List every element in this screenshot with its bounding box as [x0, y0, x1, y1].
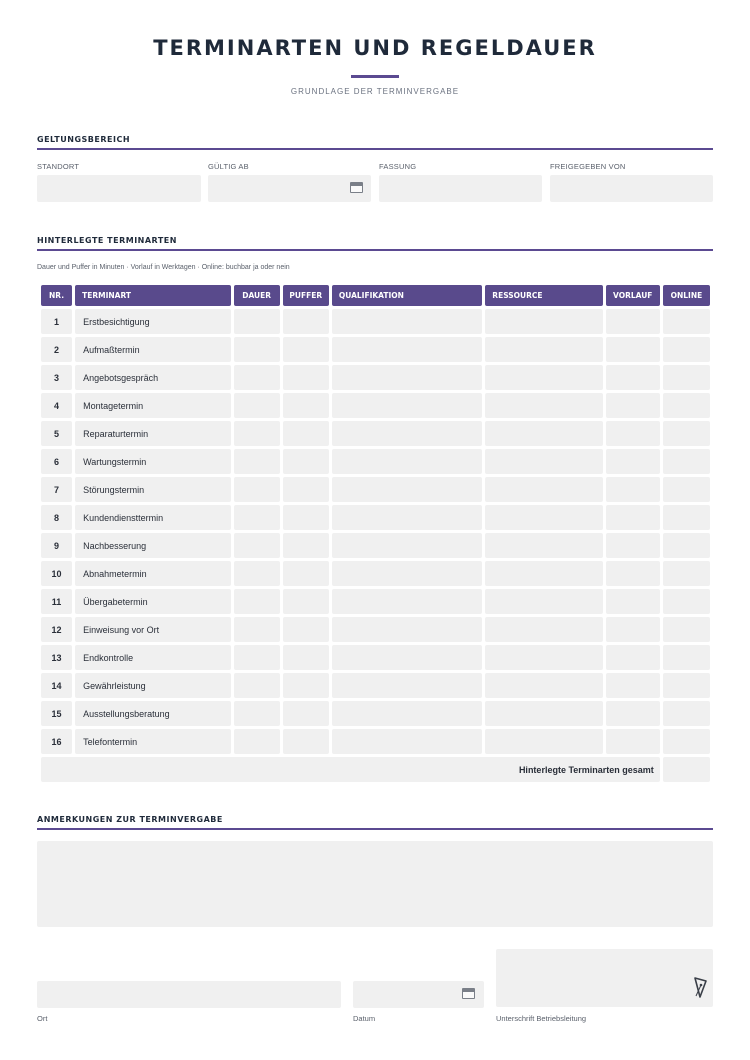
cell-ressource[interactable] — [485, 561, 602, 586]
units-note: Dauer und Puffer in Minuten · Vorlauf in Werktagen · Online: buchbar ja oder nein — [37, 264, 290, 271]
table-row — [41, 533, 710, 558]
cell-puffer[interactable] — [283, 561, 329, 586]
cell-puffer[interactable] — [283, 337, 329, 362]
table-row — [41, 309, 710, 334]
cell-puffer[interactable] — [283, 729, 329, 754]
table-row — [41, 393, 710, 418]
table-header-row — [41, 285, 710, 306]
row-number: 10 — [41, 561, 72, 586]
cell-ressource[interactable] — [485, 589, 602, 614]
types-section-title: HINTERLEGTE TERMINARTEN — [37, 236, 713, 251]
cell-online[interactable] — [663, 421, 710, 446]
cell-dauer[interactable] — [234, 421, 280, 446]
cell-ressource[interactable] — [485, 533, 602, 558]
cell-qualifikation[interactable] — [332, 477, 482, 502]
table-row — [41, 421, 710, 446]
row-number: 6 — [41, 449, 72, 474]
cell-qualifikation[interactable] — [332, 393, 482, 418]
table-row — [41, 505, 710, 530]
row-terminart: Angebotsgespräch — [75, 365, 230, 390]
cell-vorlauf[interactable] — [606, 617, 660, 642]
cell-online[interactable] — [663, 533, 710, 558]
cell-ressource[interactable] — [485, 617, 602, 642]
table-row — [41, 365, 710, 390]
table-row — [41, 337, 710, 362]
cell-ressource[interactable] — [485, 449, 602, 474]
row-number: 5 — [41, 421, 72, 446]
table-row — [41, 729, 710, 754]
cell-ressource[interactable] — [485, 393, 602, 418]
total-cell[interactable] — [663, 757, 710, 782]
cell-vorlauf[interactable] — [606, 729, 660, 754]
cell-vorlauf[interactable] — [606, 421, 660, 446]
row-number: 14 — [41, 673, 72, 698]
row-number: 13 — [41, 645, 72, 670]
col-puffer: PUFFER — [283, 285, 329, 306]
cell-online[interactable] — [663, 477, 710, 502]
cell-qualifikation[interactable] — [332, 533, 482, 558]
freigegeben-von-label: FREIGEGEBEN VON — [550, 162, 626, 171]
page-subtitle: GRUNDLAGE DER TERMINVERGABE — [290, 87, 460, 96]
cell-ressource[interactable] — [485, 729, 602, 754]
row-terminart: Übergabetermin — [75, 589, 230, 614]
cell-dauer[interactable] — [234, 533, 280, 558]
cell-ressource[interactable] — [485, 365, 602, 390]
row-terminart: Endkontrolle — [75, 645, 230, 670]
cell-vorlauf[interactable] — [606, 365, 660, 390]
total-label: Hinterlegte Terminarten gesamt — [41, 757, 660, 782]
cell-puffer[interactable] — [283, 673, 329, 698]
standort-field[interactable] — [37, 175, 201, 202]
cell-vorlauf[interactable] — [606, 701, 660, 726]
cell-puffer[interactable] — [283, 477, 329, 502]
cell-vorlauf[interactable] — [606, 673, 660, 698]
cell-dauer[interactable] — [234, 449, 280, 474]
row-number: 15 — [41, 701, 72, 726]
row-terminart: Reparaturtermin — [75, 421, 230, 446]
cell-ressource[interactable] — [485, 421, 602, 446]
cell-qualifikation[interactable] — [332, 421, 482, 446]
cell-ressource[interactable] — [485, 701, 602, 726]
row-number: 2 — [41, 337, 72, 362]
cell-puffer[interactable] — [283, 365, 329, 390]
row-terminart: Aufmaßtermin — [75, 337, 230, 362]
cell-vorlauf[interactable] — [606, 533, 660, 558]
gueltig-ab-field[interactable] — [208, 175, 371, 202]
cell-puffer[interactable] — [283, 589, 329, 614]
row-number: 1 — [41, 309, 72, 334]
cell-vorlauf[interactable] — [606, 309, 660, 334]
col-dauer: DAUER — [234, 285, 280, 306]
cell-ressource[interactable] — [485, 309, 602, 334]
calendar-icon[interactable] — [462, 988, 475, 999]
gueltig-ab-label: GÜLTIG AB — [208, 162, 249, 171]
cell-online[interactable] — [663, 365, 710, 390]
date-label: Datum — [353, 1014, 376, 1023]
cell-puffer[interactable] — [283, 645, 329, 670]
page-title: TERMINARTEN UND REGELDAUER — [153, 36, 597, 60]
table-row — [41, 701, 710, 726]
table-row — [41, 449, 710, 474]
row-terminart: Wartungstermin — [75, 449, 230, 474]
cell-vorlauf[interactable] — [606, 449, 660, 474]
cell-vorlauf[interactable] — [606, 393, 660, 418]
cell-puffer[interactable] — [283, 533, 329, 558]
cell-qualifikation[interactable] — [332, 617, 482, 642]
cell-ressource[interactable] — [485, 477, 602, 502]
cell-online[interactable] — [663, 589, 710, 614]
cell-vorlauf[interactable] — [606, 505, 660, 530]
cell-dauer[interactable] — [234, 589, 280, 614]
cell-dauer[interactable] — [234, 309, 280, 334]
cell-online[interactable] — [663, 617, 710, 642]
cell-online[interactable] — [663, 309, 710, 334]
cell-qualifikation[interactable] — [332, 729, 482, 754]
cell-qualifikation[interactable] — [332, 365, 482, 390]
col-ressource: RESSOURCE — [485, 285, 602, 306]
cell-puffer[interactable] — [283, 505, 329, 530]
cell-vorlauf[interactable] — [606, 561, 660, 586]
row-number: 3 — [41, 365, 72, 390]
total-row — [41, 757, 710, 782]
col-nr: NR. — [41, 285, 72, 306]
fassung-label: FASSUNG — [379, 162, 417, 171]
cell-qualifikation[interactable] — [332, 309, 482, 334]
freigegeben-von-field[interactable] — [550, 175, 713, 202]
appointment-types-table — [38, 282, 713, 785]
remarks-section-title: ANMERKUNGEN ZUR TERMINVERGABE — [37, 815, 713, 830]
table-row — [41, 561, 710, 586]
cell-online[interactable] — [663, 505, 710, 530]
cell-ressource[interactable] — [485, 337, 602, 362]
cell-puffer[interactable] — [283, 449, 329, 474]
cell-puffer[interactable] — [283, 393, 329, 418]
signature-field[interactable] — [496, 949, 713, 1007]
col-online: ONLINE — [663, 285, 710, 306]
row-number: 16 — [41, 729, 72, 754]
cell-puffer[interactable] — [283, 701, 329, 726]
row-terminart: Abnahmetermin — [75, 561, 230, 586]
row-number: 9 — [41, 533, 72, 558]
cell-online[interactable] — [663, 673, 710, 698]
col-qualifikation: QUALIFIKATION — [332, 285, 482, 306]
signature-label: Unterschrift Betriebsleitung — [496, 1014, 587, 1023]
calendar-icon[interactable] — [350, 182, 363, 193]
cell-online[interactable] — [663, 645, 710, 670]
cell-qualifikation[interactable] — [332, 645, 482, 670]
cell-vorlauf[interactable] — [606, 477, 660, 502]
cell-qualifikation[interactable] — [332, 505, 482, 530]
cell-qualifikation[interactable] — [332, 701, 482, 726]
cell-online[interactable] — [663, 729, 710, 754]
cell-ressource[interactable] — [485, 645, 602, 670]
row-terminart: Gewährleistung — [75, 673, 230, 698]
cell-ressource[interactable] — [485, 505, 602, 530]
cell-dauer[interactable] — [234, 365, 280, 390]
row-terminart: Einweisung vor Ort — [75, 617, 230, 642]
row-terminart: Nachbesserung — [75, 533, 230, 558]
cell-puffer[interactable] — [283, 421, 329, 446]
cell-online[interactable] — [663, 337, 710, 362]
table-row — [41, 477, 710, 502]
cell-vorlauf[interactable] — [606, 645, 660, 670]
row-number: 12 — [41, 617, 72, 642]
row-terminart: Kundendiensttermin — [75, 505, 230, 530]
cell-online[interactable] — [663, 561, 710, 586]
cell-dauer[interactable] — [234, 645, 280, 670]
cell-qualifikation[interactable] — [332, 449, 482, 474]
cell-online[interactable] — [663, 393, 710, 418]
cell-puffer[interactable] — [283, 309, 329, 334]
remarks-field[interactable] — [37, 841, 713, 927]
cell-dauer[interactable] — [234, 337, 280, 362]
pen-nib-icon — [693, 977, 707, 999]
row-terminart: Montagetermin — [75, 393, 230, 418]
cell-ressource[interactable] — [485, 673, 602, 698]
table-row — [41, 617, 710, 642]
table-row — [41, 645, 710, 670]
cell-vorlauf[interactable] — [606, 337, 660, 362]
place-field[interactable] — [37, 981, 341, 1008]
place-label: Ort — [37, 1014, 48, 1023]
cell-dauer[interactable] — [234, 393, 280, 418]
cell-dauer[interactable] — [234, 673, 280, 698]
title-underline — [351, 75, 399, 78]
table-row — [41, 673, 710, 698]
row-terminart: Telefontermin — [75, 729, 230, 754]
row-number: 7 — [41, 477, 72, 502]
row-number: 11 — [41, 589, 72, 614]
cell-qualifikation[interactable] — [332, 673, 482, 698]
cell-dauer[interactable] — [234, 505, 280, 530]
table-row — [41, 589, 710, 614]
cell-dauer[interactable] — [234, 617, 280, 642]
row-terminart: Störungstermin — [75, 477, 230, 502]
row-number: 4 — [41, 393, 72, 418]
cell-online[interactable] — [663, 449, 710, 474]
cell-qualifikation[interactable] — [332, 589, 482, 614]
col-terminart: TERMINART — [75, 285, 230, 306]
cell-puffer[interactable] — [283, 617, 329, 642]
cell-qualifikation[interactable] — [332, 337, 482, 362]
cell-online[interactable] — [663, 701, 710, 726]
standort-label: STANDORT — [37, 162, 80, 171]
cell-dauer[interactable] — [234, 477, 280, 502]
scope-section-title: GELTUNGSBEREICH — [37, 135, 713, 150]
cell-dauer[interactable] — [234, 701, 280, 726]
fassung-field[interactable] — [379, 175, 542, 202]
row-number: 8 — [41, 505, 72, 530]
row-terminart: Erstbesichtigung — [75, 309, 230, 334]
cell-qualifikation[interactable] — [332, 561, 482, 586]
cell-dauer[interactable] — [234, 729, 280, 754]
col-vorlauf: VORLAUF — [606, 285, 660, 306]
row-terminart: Ausstellungsberatung — [75, 701, 230, 726]
cell-dauer[interactable] — [234, 561, 280, 586]
cell-vorlauf[interactable] — [606, 589, 660, 614]
